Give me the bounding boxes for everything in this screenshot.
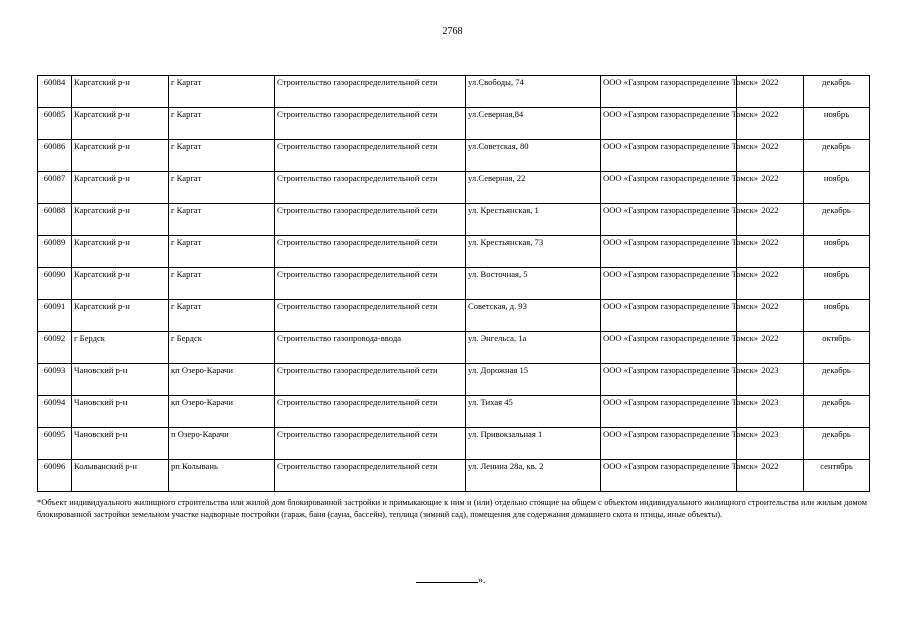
cell-work-type: Строительство газораспределительной сети (275, 140, 466, 172)
cell-district: Каргатский р-н (72, 300, 169, 332)
table-row (38, 460, 870, 492)
cell-locality: г Каргат (169, 300, 275, 332)
cell-month: декабрь (804, 428, 870, 460)
cell-work-type: Строительство газораспределительной сети (275, 204, 466, 236)
cell-month: ноябрь (804, 268, 870, 300)
cell-organization: ООО «Газпром газораспределение Томск» (601, 204, 737, 236)
table-row (38, 332, 870, 364)
cell-address: ул.Северная,84 (466, 108, 601, 140)
cell-address: ул.Северная, 22 (466, 172, 601, 204)
cell-work-type: Строительство газораспределительной сети (275, 396, 466, 428)
table-row (38, 204, 870, 236)
cell-month: октябрь (804, 332, 870, 364)
cell-month: декабрь (804, 204, 870, 236)
cell-locality: г Бердск (169, 332, 275, 364)
table-row (38, 268, 870, 300)
cell-organization: ООО «Газпром газораспределение Томск» (601, 396, 737, 428)
cell-address: ул. Тихая 45 (466, 396, 601, 428)
cell-month: ноябрь (804, 172, 870, 204)
cell-organization: ООО «Газпром газораспределение Томск» (601, 428, 737, 460)
cell-month: декабрь (804, 364, 870, 396)
cell-number: 60093 (38, 364, 72, 396)
cell-work-type: Строительство газораспределительной сети (275, 236, 466, 268)
cell-year: 2022 (737, 460, 804, 492)
cell-organization: ООО «Газпром газораспределение Томск» (601, 300, 737, 332)
cell-address: ул. Дорожная 15 (466, 364, 601, 396)
cell-work-type: Строительство газораспределительной сети (275, 172, 466, 204)
cell-address: ул. Крестьянская, 73 (466, 236, 601, 268)
cell-district: Каргатский р-н (72, 140, 169, 172)
cell-year: 2022 (737, 236, 804, 268)
cell-work-type: Строительство газораспределительной сети (275, 268, 466, 300)
cell-locality: г Каргат (169, 204, 275, 236)
table-body (38, 76, 870, 492)
cell-number: 60090 (38, 268, 72, 300)
cell-number: 60089 (38, 236, 72, 268)
table-row (38, 172, 870, 204)
cell-district: Каргатский р-н (72, 204, 169, 236)
cell-year: 2022 (737, 268, 804, 300)
cell-address: ул. Ленина 28а, кв. 2 (466, 460, 601, 492)
cell-organization: ООО «Газпром газораспределение Томск» (601, 76, 737, 108)
table-row (38, 236, 870, 268)
cell-number: 60085 (38, 108, 72, 140)
cell-locality: г Каргат (169, 172, 275, 204)
cell-locality: г Каргат (169, 268, 275, 300)
table-row (38, 76, 870, 108)
cell-year: 2022 (737, 108, 804, 140)
table-row (38, 140, 870, 172)
registry-table (37, 75, 870, 492)
cell-district: Каргатский р-н (72, 172, 169, 204)
table-row (38, 396, 870, 428)
cell-year: 2023 (737, 364, 804, 396)
cell-month: декабрь (804, 76, 870, 108)
cell-number: 60086 (38, 140, 72, 172)
cell-month: сентябрь (804, 460, 870, 492)
cell-locality: п Озеро-Карачи (169, 428, 275, 460)
cell-year: 2022 (737, 140, 804, 172)
cell-month: декабрь (804, 140, 870, 172)
cell-locality: г Каргат (169, 108, 275, 140)
cell-address: ул. Крестьянская, 1 (466, 204, 601, 236)
cell-district: Чановский р-н (72, 364, 169, 396)
cell-address: ул.Советская, 80 (466, 140, 601, 172)
cell-district: Чановский р-н (72, 428, 169, 460)
cell-month: ноябрь (804, 108, 870, 140)
cell-organization: ООО «Газпром газораспределение Томск» (601, 108, 737, 140)
table-row (38, 364, 870, 396)
cell-month: ноябрь (804, 300, 870, 332)
cell-address: ул. Восточная, 5 (466, 268, 601, 300)
cell-year: 2022 (737, 76, 804, 108)
cell-organization: ООО «Газпром газораспределение Томск» (601, 140, 737, 172)
cell-number: 60087 (38, 172, 72, 204)
cell-organization: ООО «Газпром газораспределение Томск» (601, 268, 737, 300)
cell-locality: кп Озеро-Карачи (169, 364, 275, 396)
cell-work-type: Строительство газораспределительной сети (275, 364, 466, 396)
cell-number: 60096 (38, 460, 72, 492)
cell-district: Каргатский р-н (72, 268, 169, 300)
cell-year: 2022 (737, 332, 804, 364)
cell-district: Каргатский р-н (72, 76, 169, 108)
cell-year: 2022 (737, 204, 804, 236)
cell-month: ноябрь (804, 236, 870, 268)
cell-work-type: Строительство газораспределительной сети (275, 460, 466, 492)
closing-line (416, 573, 486, 586)
cell-number: 60092 (38, 332, 72, 364)
closing-mark: ». (478, 575, 486, 586)
blank-underline (416, 573, 478, 583)
cell-locality: г Каргат (169, 236, 275, 268)
cell-work-type: Строительство газораспределительной сети (275, 428, 466, 460)
cell-address: Советская, д. 93 (466, 300, 601, 332)
cell-number: 60091 (38, 300, 72, 332)
cell-organization: ООО «Газпром газораспределение Томск» (601, 460, 737, 492)
footnote: *Объект индивидуального жилищного строительства или жилой дом блокированной застройки и примыкающие к ним и (или) отдельно стоящие на общем с объектом индивидуального жилищного строительства или жилым домом блокированной застройки земельном участке надворные постройки (гараж, баня (сауна, бассейн), теплица (зимний сад), помещения для содержания домашнего скота и птицы, иные объекты). (37, 498, 867, 519)
cell-year: 2023 (737, 396, 804, 428)
cell-district: Чановский р-н (72, 396, 169, 428)
cell-work-type: Строительство газораспределительной сети (275, 300, 466, 332)
cell-year: 2022 (737, 172, 804, 204)
cell-locality: рп Колывань (169, 460, 275, 492)
cell-number: 60094 (38, 396, 72, 428)
cell-locality: г Каргат (169, 76, 275, 108)
cell-address: ул. Энгельса, 1а (466, 332, 601, 364)
table-row (38, 300, 870, 332)
cell-district: г Бердск (72, 332, 169, 364)
table-row (38, 108, 870, 140)
cell-locality: кп Озеро-Карачи (169, 396, 275, 428)
cell-number: 60084 (38, 76, 72, 108)
page-number: 2768 (442, 26, 463, 37)
cell-address: ул. Привокзальная 1 (466, 428, 601, 460)
cell-work-type: Строительство газопровода-ввода (275, 332, 466, 364)
cell-district: Колыванский р-н (72, 460, 169, 492)
cell-work-type: Строительство газораспределительной сети (275, 76, 466, 108)
cell-year: 2023 (737, 428, 804, 460)
cell-district: Каргатский р-н (72, 236, 169, 268)
cell-organization: ООО «Газпром газораспределение Томск» (601, 172, 737, 204)
cell-organization: ООО «Газпром газораспределение Томск» (601, 364, 737, 396)
cell-number: 60095 (38, 428, 72, 460)
cell-organization: ООО «Газпром газораспределение Томск» (601, 332, 737, 364)
cell-organization: ООО «Газпром газораспределение Томск» (601, 236, 737, 268)
cell-address: ул.Свободы, 74 (466, 76, 601, 108)
cell-locality: г Каргат (169, 140, 275, 172)
table-row (38, 428, 870, 460)
cell-district: Каргатский р-н (72, 108, 169, 140)
cell-year: 2022 (737, 300, 804, 332)
cell-month: декабрь (804, 396, 870, 428)
cell-work-type: Строительство газораспределительной сети (275, 108, 466, 140)
cell-number: 60088 (38, 204, 72, 236)
